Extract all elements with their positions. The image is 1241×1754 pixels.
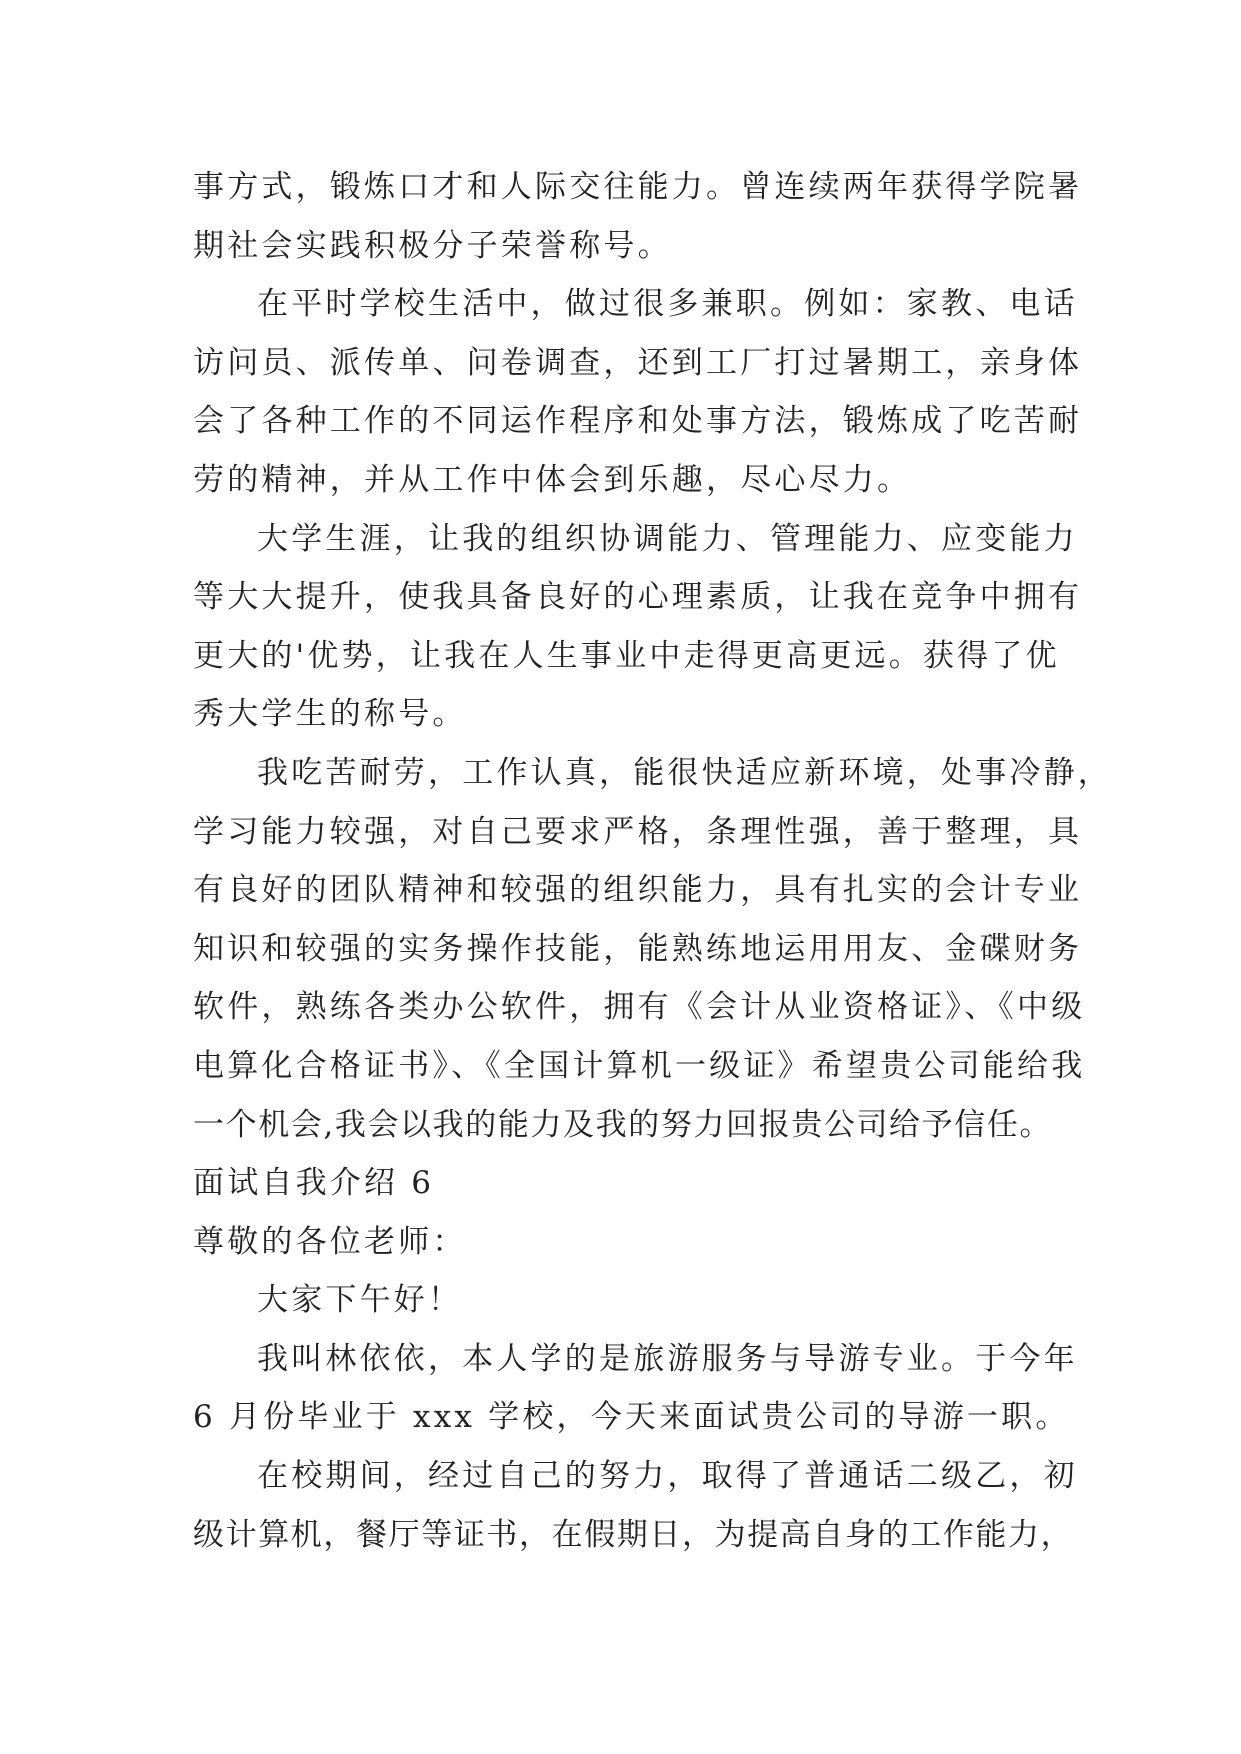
text-line: 期社会实践积极分子荣誉称号。 (193, 227, 672, 264)
paragraph-start: 我吃苦耐劳，工作认真，能很快适应新环境，处事冷静， (257, 754, 1112, 791)
paragraph-start: 大学生涯，让我的组织协调能力、管理能力、应变能力 (257, 520, 1078, 557)
text-line: 有良好的团队精神和较强的组织能力，具有扎实的会计专业 (193, 872, 1083, 909)
text-line: 更大的'优势，让我在人生事业中走得更高更远。获得了优 (193, 637, 1060, 674)
text-line: 等大大提升，使我具备良好的心理素质，让我在竞争中拥有 (193, 579, 1083, 616)
text-line: 级计算机，餐厅等证书，在假期日，为提高自身的工作能力， (193, 1516, 1074, 1553)
paragraph-start: 我叫林依依，本人学的是旅游服务与导游专业。于今年 (257, 1340, 1078, 1377)
text-line: 劳的精神，并从工作中体会到乐趣，尽心尽力。 (193, 461, 912, 498)
paragraph-start: 在校期间，经过自己的努力，取得了普通话二级乙，初 (257, 1458, 1078, 1495)
paragraph-start: 在平时学校生活中，做过很多兼职。例如：家教、电话 (257, 286, 1078, 323)
text-line: 事方式，锻炼口才和人际交往能力。曾连续两年获得学院暑 (193, 169, 1083, 205)
document-page (193, 158, 1112, 1564)
text-line: 秀大学生的称号。 (193, 696, 467, 733)
text-line: 电算化合格证书》、《全国计算机一级证》希望贵公司能给我 (193, 1047, 1086, 1084)
text-line: 学习能力较强，对自己要求严格，条理性强，善于整理，具 (193, 813, 1083, 850)
text-line: 知识和较强的实务操作技能，能熟练地运用用友、金碟财务 (193, 930, 1083, 967)
text-line: 一个机会,我会以我的能力及我的努力回报贵公司给予信任。 (193, 1106, 1053, 1143)
greeting: 大家下午好！ (257, 1282, 463, 1319)
text-line: 软件，熟练各类办公软件，拥有《会计从业资格证》、《中级 (193, 989, 1086, 1026)
text-line: 6 月份毕业于 xxx 学校，今天来面试贵公司的导游一职。 (193, 1399, 1070, 1436)
text-line: 访问员、派传单、问卷调查，还到工厂打过暑期工，亲身体 (193, 344, 1083, 381)
section-heading: 面试自我介绍 6 (193, 1165, 435, 1202)
text-line: 会了各种工作的不同运作程序和处事方法，锻炼成了吃苦耐 (193, 403, 1083, 440)
salutation: 尊敬的各位老师： (193, 1223, 467, 1260)
